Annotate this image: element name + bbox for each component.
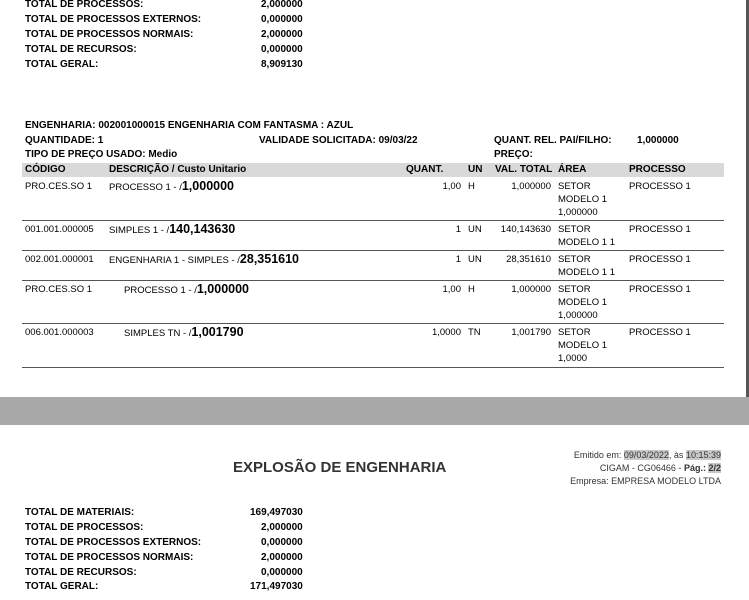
area-line: SETOR xyxy=(558,224,591,235)
preco-label: PREÇO: xyxy=(494,149,533,160)
row-divider xyxy=(22,280,724,281)
cell-val-total: 1,000000 xyxy=(511,181,551,192)
cell-val-total: 140,143630 xyxy=(500,224,551,235)
quant-rel-value: 1,000000 xyxy=(637,135,679,146)
cell-area xyxy=(558,253,615,279)
total-value: 171,497030 xyxy=(250,581,303,592)
row-divider xyxy=(22,250,724,251)
row-divider xyxy=(22,367,724,368)
quant-rel-label: QUANT. REL. PAI/FILHO: xyxy=(494,135,612,146)
total-label: TOTAL DE PROCESSOS NORMAIS: xyxy=(25,552,194,563)
emitido-time: 10:15:39 xyxy=(685,450,721,460)
cell-un: H xyxy=(468,181,475,192)
cell-area xyxy=(558,283,607,322)
engenharia-title: ENGENHARIA: 002001000015 ENGENHARIA COM FANTASMA : AZUL xyxy=(25,120,354,131)
system-id: CIGAM - CG06466 - xyxy=(599,463,682,473)
cell-un: H xyxy=(468,284,475,295)
report-page-2 xyxy=(0,425,749,600)
area-line: MODELO 1 1 xyxy=(558,237,616,248)
cell-descricao xyxy=(109,180,234,194)
area-line: SETOR xyxy=(558,284,591,295)
cell-codigo: 006.001.000003 xyxy=(25,327,94,338)
cell-codigo: 001.001.000005 xyxy=(25,224,94,235)
cell-codigo: PRO.CES.SO 1 xyxy=(25,181,93,192)
tipo-preco: TIPO DE PREÇO USADO: Medio xyxy=(25,149,178,160)
col-processo: PROCESSO xyxy=(629,164,686,175)
cell-quant: 1,00 xyxy=(442,284,461,295)
cell-processo: PROCESSO 1 xyxy=(629,224,691,235)
total-value: 0,000000 xyxy=(261,537,303,548)
area-line: MODELO 1 xyxy=(558,297,608,308)
cell-descricao xyxy=(109,253,299,267)
system-line xyxy=(600,463,721,473)
col-descricao: DESCRIÇÃO / Custo Unitario xyxy=(109,164,247,175)
total-label: TOTAL DE RECURSOS: xyxy=(25,44,137,55)
desc-text: PROCESSO 1 - / xyxy=(109,182,182,193)
area-line: MODELO 1 1 xyxy=(558,267,616,278)
cell-processo: PROCESSO 1 xyxy=(629,254,691,265)
cell-area xyxy=(558,326,607,365)
cell-quant: 1,00 xyxy=(442,181,461,192)
row-divider xyxy=(22,220,724,221)
total-value: 0,000000 xyxy=(261,14,303,25)
cell-area xyxy=(558,180,607,219)
validade-solicitada: VALIDADE SOLICITADA: 09/03/22 xyxy=(259,135,418,146)
area-line: MODELO 1 xyxy=(558,194,608,205)
pag-label: Pág.: xyxy=(683,463,706,473)
total-label: TOTAL DE PROCESSOS NORMAIS: xyxy=(25,29,194,40)
area-line: MODELO 1 xyxy=(558,340,608,351)
emitido-label: Emitido em: xyxy=(573,450,622,460)
total-value: 8,909130 xyxy=(261,59,303,70)
custo-unitario: 1,000000 xyxy=(196,282,249,296)
total-label: TOTAL DE PROCESSOS EXTERNOS: xyxy=(25,537,202,548)
col-area: ÁREA xyxy=(558,164,587,175)
col-val-total: VAL. TOTAL xyxy=(495,164,553,175)
pag-value: 2/2 xyxy=(708,463,721,473)
total-label: TOTAL DE PROCESSOS EXTERNOS: xyxy=(25,14,202,25)
cell-quant: 1,0000 xyxy=(431,327,461,338)
desc-text: ENGENHARIA 1 - SIMPLES - / xyxy=(109,255,240,266)
total-label: TOTAL DE RECURSOS: xyxy=(25,567,137,578)
custo-unitario: 140,143630 xyxy=(169,222,236,236)
desc-text: PROCESSO 1 - / xyxy=(124,285,197,296)
area-line: SETOR xyxy=(558,181,591,192)
emitido-date: 09/03/2022 xyxy=(623,450,669,460)
emitido-as: , às xyxy=(668,450,684,460)
cell-quant: 1 xyxy=(455,254,461,265)
cell-quant: 1 xyxy=(455,224,461,235)
total-label: TOTAL DE MATERIAIS: xyxy=(25,507,135,518)
cell-val-total: 1,000000 xyxy=(511,284,551,295)
total-value: 0,000000 xyxy=(261,44,303,55)
desc-text: SIMPLES 1 - / xyxy=(109,225,170,236)
area-line: SETOR xyxy=(558,327,591,338)
total-label: TOTAL DE PROCESSOS: xyxy=(25,0,144,10)
area-line: SETOR xyxy=(558,254,591,265)
custo-unitario: 28,351610 xyxy=(239,252,300,266)
quantidade: QUANTIDADE: 1 xyxy=(25,135,104,146)
cell-codigo: 002.001.000001 xyxy=(25,254,94,265)
col-codigo: CÓDIGO xyxy=(25,164,66,175)
cell-val-total: 1,001790 xyxy=(511,327,551,338)
emitido-line xyxy=(574,450,721,460)
cell-codigo: PRO.CES.SO 1 xyxy=(25,284,93,295)
cell-descricao xyxy=(124,326,244,340)
report-title: EXPLOSÃO DE ENGENHARIA xyxy=(233,459,447,476)
area-line: 1,000000 xyxy=(558,310,598,321)
desc-text: SIMPLES TN - / xyxy=(124,328,192,339)
total-value: 2,000000 xyxy=(261,552,303,563)
col-un: UN xyxy=(468,164,483,175)
total-value: 169,497030 xyxy=(250,507,303,518)
col-quant: QUANT. xyxy=(406,164,444,175)
total-value: 2,000000 xyxy=(261,29,303,40)
cell-val-total: 28,351610 xyxy=(506,254,551,265)
total-label: TOTAL GERAL: xyxy=(25,59,99,70)
cell-area xyxy=(558,223,615,249)
cell-processo: PROCESSO 1 xyxy=(629,327,691,338)
area-line: 1,0000 xyxy=(558,353,588,364)
total-value: 2,000000 xyxy=(261,522,303,533)
total-value: 2,000000 xyxy=(261,0,303,10)
custo-unitario: 1,000000 xyxy=(181,179,234,193)
total-value: 0,000000 xyxy=(261,567,303,578)
cell-un: UN xyxy=(468,254,482,265)
cell-descricao xyxy=(124,283,249,297)
area-line: 1,000000 xyxy=(558,207,598,218)
row-divider xyxy=(22,323,724,324)
empresa-line: Empresa: EMPRESA MODELO LTDA xyxy=(570,476,721,486)
custo-unitario: 1,001790 xyxy=(191,325,244,339)
cell-descricao xyxy=(109,223,235,237)
cell-un: TN xyxy=(468,327,481,338)
cell-un: UN xyxy=(468,224,482,235)
total-label: TOTAL GERAL: xyxy=(25,581,99,592)
total-label: TOTAL DE PROCESSOS: xyxy=(25,522,144,533)
cell-processo: PROCESSO 1 xyxy=(629,284,691,295)
cell-processo: PROCESSO 1 xyxy=(629,181,691,192)
